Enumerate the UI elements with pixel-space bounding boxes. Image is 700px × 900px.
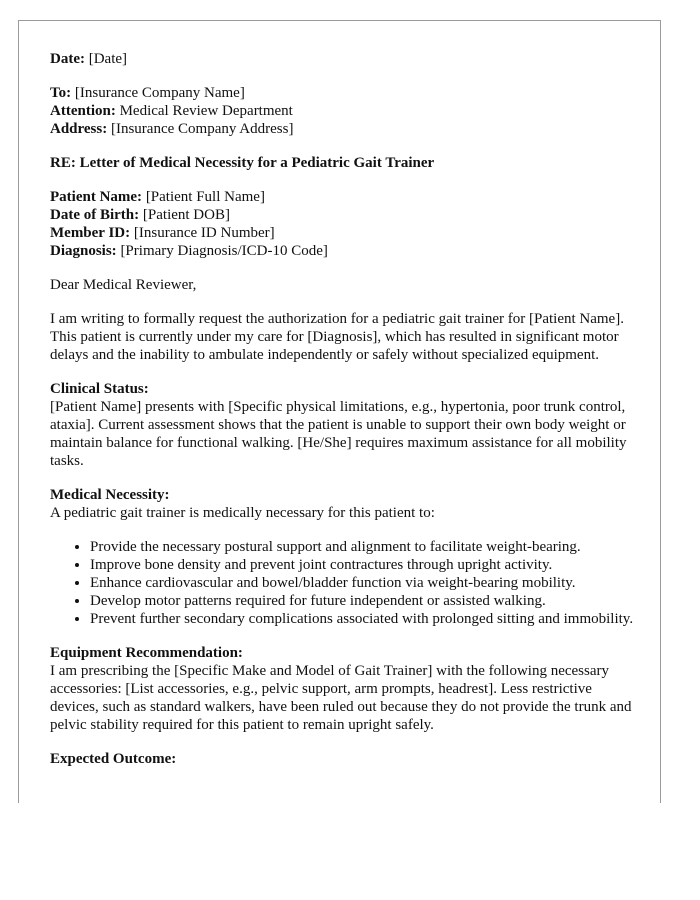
dob-label: Date of Birth: <box>50 207 140 223</box>
attention-line <box>50 102 640 120</box>
dob-line <box>50 206 640 224</box>
medical-necessity-text: A pediatric gait trainer is medically necessary for this patient to: <box>50 505 435 521</box>
date-value: [Date] <box>88 51 128 67</box>
date-line <box>50 50 640 68</box>
letter-content <box>50 50 640 784</box>
to-label: To: <box>50 85 72 101</box>
necessity-list-item: • Provide the necessary postural support and alignment to facilitate weight-bearing. <box>90 538 640 556</box>
medical-necessity-section <box>50 486 640 628</box>
clinical-status-text: [Patient Name] presents with [Specific physical limitations, e.g., hypertonia, poor trunk control, ataxia]. Current assessment shows that the patient is unable to support their own body weight or maintain balance for functional walking. [He/She] requires maximum assistance for all mobility tasks. <box>50 399 627 469</box>
to-line <box>50 84 640 102</box>
attention-label: Attention: <box>50 103 116 119</box>
patient-name-line <box>50 188 640 206</box>
patient-name-label: Patient Name: <box>50 189 143 205</box>
clinical-status-section <box>50 380 640 470</box>
subject-line: RE: Letter of Medical Necessity for a Pediatric Gait Trainer <box>50 155 435 171</box>
equipment-heading: Equipment Recommendation: <box>50 645 243 661</box>
address-label: Address: <box>50 121 108 137</box>
member-id-label: Member ID: <box>50 225 131 241</box>
diagnosis-label: Diagnosis: <box>50 243 117 259</box>
patient-info <box>50 188 640 260</box>
salutation: Dear Medical Reviewer, <box>50 277 197 293</box>
expected-outcome-section <box>50 750 640 768</box>
necessity-list-item: • Enhance cardiovascular and bowel/bladder function via weight-bearing mobility. <box>90 574 640 592</box>
address-value: [Insurance Company Address] <box>110 121 294 137</box>
medical-necessity-heading: Medical Necessity: <box>50 487 170 503</box>
address-line <box>50 120 640 138</box>
dob-value: [Patient DOB] <box>142 207 230 223</box>
clinical-status-heading: Clinical Status: <box>50 381 149 397</box>
necessity-list <box>50 538 640 628</box>
letter-page <box>18 20 661 803</box>
equipment-text: I am prescribing the [Specific Make and Model of Gait Trainer] with the following necessary accessories: [List accessories, e.g., pelvic support, arm prompts, headrest]. Less restrictive devices, such as standard walkers, have been ruled out because they do not provide the trunk and pelvic stability required for this patient to remain upright safely. <box>50 663 632 733</box>
diagnosis-line <box>50 242 640 260</box>
to-value: [Insurance Company Name] <box>74 85 245 101</box>
diagnosis-value: [Primary Diagnosis/ICD-10 Code] <box>120 243 328 259</box>
date-label: Date: <box>50 51 85 67</box>
equipment-section <box>50 644 640 734</box>
necessity-list-item: • Improve bone density and prevent joint contractures through upright activity. <box>90 556 640 574</box>
patient-name-value: [Patient Full Name] <box>145 189 265 205</box>
recipient-block <box>50 84 640 138</box>
necessity-list-item: • Prevent further secondary complications associated with prolonged sitting and immobility. <box>90 610 640 628</box>
member-id-value: [Insurance ID Number] <box>133 225 275 241</box>
intro-paragraph: I am writing to formally request the authorization for a pediatric gait trainer for [Patient Name]. This patient is currently under my care for [Diagnosis], which has resulted in significant motor delays and the inability to ambulate independently or safely without specialized equipment. <box>50 311 624 363</box>
necessity-list-item: • Develop motor patterns required for future independent or assisted walking. <box>90 592 640 610</box>
member-id-line <box>50 224 640 242</box>
attention-value: Medical Review Department <box>119 103 293 119</box>
expected-outcome-heading: Expected Outcome: <box>50 751 177 767</box>
